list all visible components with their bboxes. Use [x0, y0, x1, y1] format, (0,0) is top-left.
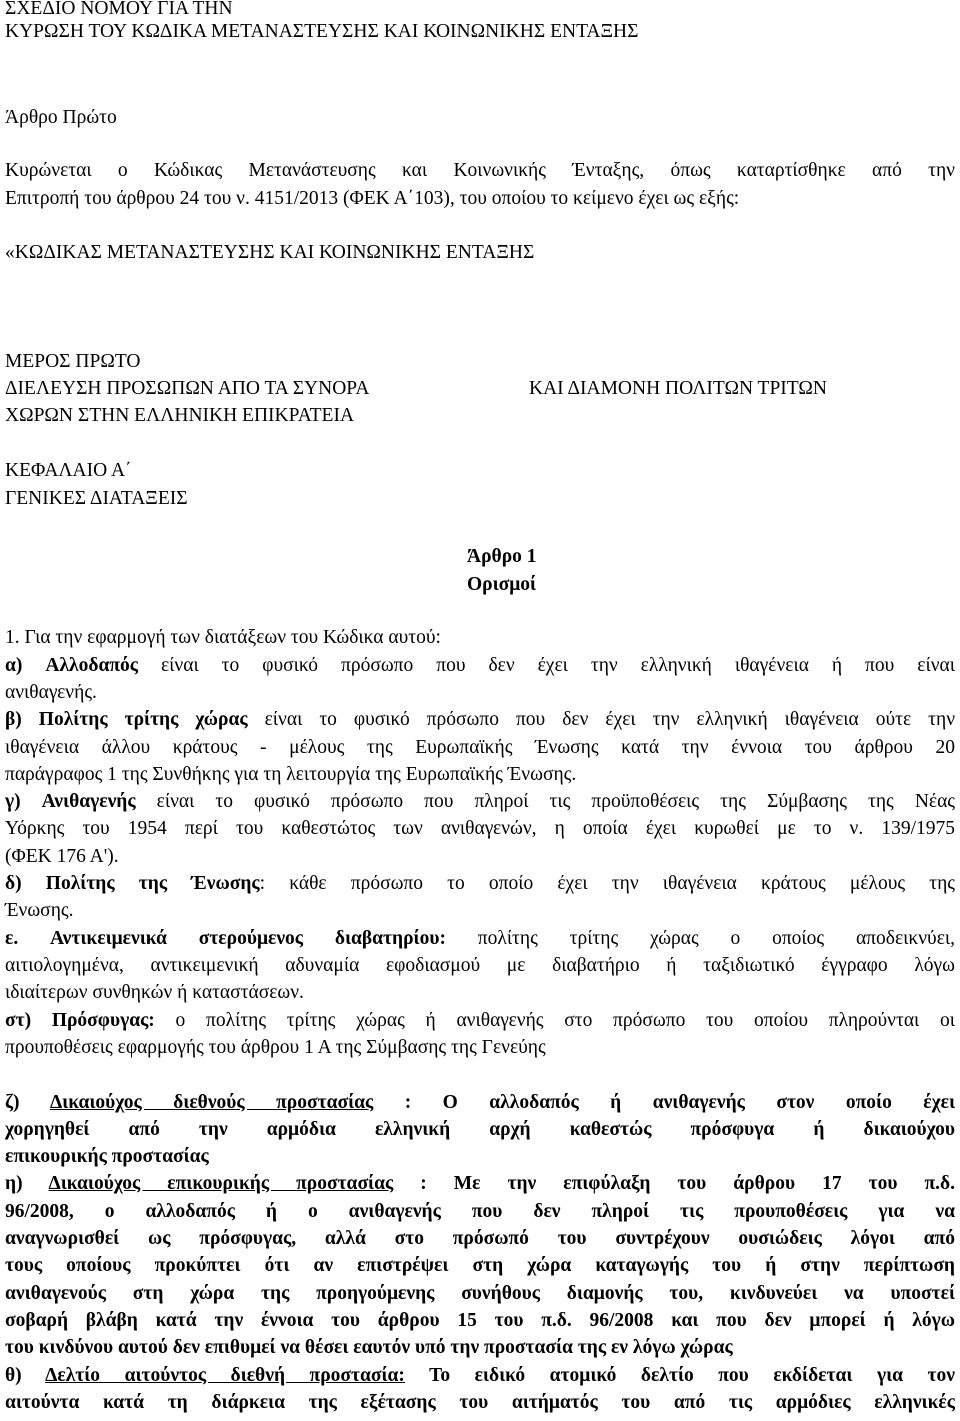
definition-e-line-1 [5, 928, 955, 950]
paragraph-line: Κυρώνεται ο Κώδικας Μετανάστευσης και Κοινωνικής Ένταξης, όπως καταρτίσθηκε από την [5, 160, 955, 181]
definition-term: Αλλοδαπός [45, 655, 139, 676]
definition-label: α) [5, 655, 23, 676]
definition-label: θ) [5, 1365, 22, 1386]
definition-text: πολίτης τρίτης χώρας ο οποίος αποδεικνύει, [477, 928, 956, 949]
definition-text: Το ειδικό ατομικό δελτίο που εκδίδεται για τον [429, 1365, 955, 1386]
definition-term: Δικαιούχος επικουρικής προστασίας [48, 1173, 394, 1194]
definition-term: Πολίτης της Ένωσης [45, 873, 260, 894]
part-title: ΜΕΡΟΣ ΠΡΩΤΟ [5, 351, 141, 372]
definition-h-line-2: 96/2008, ο αλλοδαπός ή ο ανιθαγενής που δεν πληροί τις προυποθέσεις για να [5, 1201, 955, 1222]
code-title: «ΚΩΔΙΚΑΣ ΜΕΤΑΝΑΣΤΕΥΣΗΣ ΚΑΙ ΚΟΙΝΩΝΙΚΗΣ ΕΝΤΑΞΗΣ [5, 242, 535, 263]
definition-label: ζ) [5, 1092, 20, 1113]
definition-a-line-2: ανιθαγενής. [5, 682, 97, 703]
definition-text: : κάθε πρόσωπο το οποίο έχει την ιθαγένεια κράτους μέλους της [259, 873, 956, 894]
definition-term: Πολίτης τρίτης χώρας [38, 709, 248, 730]
definition-text: : Ο αλλοδαπός ή ανιθαγενής στον οποίο έχει [404, 1092, 956, 1113]
definition-h-line-3: αναγνωρισθεί ως πρόσφυγας, αλλά στο πρόσωπό του συντρέχουν ουσιώδεις λόγοι από [5, 1228, 955, 1249]
part-subtitle-segment: ΚΑΙ ΔΙΑΜΟΝΗ ΠΟΛΙΤΩΝ ΤΡΙΤΩΝ [529, 378, 827, 399]
definition-text: είναι το φυσικό πρόσωπο που δεν έχει την ελληνική ιθαγένεια ούτε την [264, 709, 956, 730]
definition-st-line-1 [5, 1010, 955, 1032]
definition-h-line-5: ανιθαγενούς στη χώρα της προηγούμενης συνήθους διαμονής του, κινδυνεύει να υποστεί [5, 1283, 955, 1304]
definition-label: στ) [5, 1010, 32, 1031]
document-heading-line-1: ΣΧΕΔΙΟ ΝΟΜΟΥ ΓΙΑ ΤΗΝ [5, 0, 233, 19]
article-1-subtitle: Ορισμοί [467, 574, 537, 595]
definition-b-line-3: παράγραφος 1 της Συνθήκης για τη λειτουργία της Ευρωπαϊκής Ένωσης. [5, 764, 577, 785]
definition-term: Αντικειμενικά στερούμενος διαβατηρίου: [50, 928, 446, 949]
definition-b-line-2: ιθαγένεια άλλου κράτους - μέλους της Ευρωπαϊκής Ένωσης κατά την έννοια του άρθρου 20 [5, 737, 955, 758]
definition-b-line-1 [5, 709, 955, 731]
part-subtitle-line-1 [5, 378, 955, 400]
definition-z-line-1 [5, 1092, 955, 1114]
definition-h-line-7: του κινδύνου αυτού δεν επιθυμεί να θέσει εαυτόν υπό την προστασία της εν λόγω χώρας [5, 1337, 733, 1358]
definition-text: είναι το φυσικό πρόσωπο που πληροί τις προϋποθέσεις της Σύμβασης της Νέας [156, 791, 956, 812]
chapter-subtitle: ΓΕΝΙΚΕΣ ΔΙΑΤΑΞΕΙΣ [5, 488, 188, 509]
definition-d-line-1 [5, 873, 955, 895]
definition-label: δ) [5, 873, 22, 894]
definition-label: γ) [5, 791, 21, 812]
definition-term: Πρόσφυγας: [51, 1010, 155, 1031]
definition-term: Ανιθαγενής [41, 791, 136, 812]
definition-h-line-4: τους οποίους προκύπτει ότι αν επιστρέψει στη χώρα καταγωγής του ή στην περίπτωση [5, 1255, 955, 1276]
definition-h-line-6: σοβαρή βλάβη κατά την έννοια του άρθρου 15 του π.δ. 96/2008 και που δεν μπορεί ή λόγω [5, 1310, 955, 1331]
article-first-title: Άρθρο Πρώτο [5, 107, 117, 128]
part-subtitle-line-2: ΧΩΡΩΝ ΣΤΗΝ ΕΛΛΗΝΙΚΗ ΕΠΙΚΡΑΤΕΙΑ [5, 405, 355, 426]
definition-c-line-2: Υόρκης του 1954 περί του καθεστώτος των ανιθαγενών, η οποία έχει κυρωθεί με το ν. 139/1975 [5, 818, 955, 839]
definition-h-line-1 [5, 1173, 955, 1195]
part-subtitle-segment: ΔΙΕΛΕΥΣΗ ΠΡΟΣΩΠΩΝ ΑΠΟ ΤΑ ΣΥΝΟΡΑ [5, 378, 370, 399]
definition-st-line-2: προυποθέσεις εφαρμογής του άρθρου 1 Α της Σύμβασης της Γενεύης [5, 1037, 546, 1058]
definition-c-line-3: (ΦΕΚ 176 Α'). [5, 846, 119, 867]
definition-text: ο πολίτης τρίτης χώρας ή ανιθαγενής στο πρόσωπο του οποίου πληρούνται οι [175, 1010, 956, 1031]
definition-e-line-3: ιδιαίτερων συνθηκών ή καταστάσεων. [5, 982, 304, 1003]
definition-term: Δελτίο αιτούντος διεθνή προστασία: [45, 1365, 405, 1386]
definition-term: Δικαιούχος διεθνούς προστασίας [49, 1092, 374, 1113]
definition-d-line-2: Ένωσης. [5, 900, 74, 921]
definition-z-line-3: επικουρικής προστασίας [5, 1146, 209, 1167]
definition-a-line-1 [5, 655, 955, 677]
definition-label: β) [5, 709, 22, 730]
definition-z-line-2: χορηγηθεί από την αρμόδια ελληνική αρχή καθεστώς πρόσφυγα ή δικαιούχου [5, 1119, 955, 1140]
definition-th-line-2: αιτούντα κατά τη διάρκεια της εξέτασης του αιτήματός του από τις αρμόδιες ελληνικές [5, 1392, 955, 1413]
paragraph-line: Επιτροπή του άρθρου 24 του ν. 4151/2013 (ΦΕΚ Α΄103), του οποίου το κείμενο έχει ως εξής: [5, 188, 740, 209]
definition-text: : Με την επιφύλαξη του άρθρου 17 του π.δ. [420, 1173, 956, 1194]
definition-th-line-1 [5, 1365, 955, 1387]
article-1-title: Άρθρο 1 [467, 546, 537, 567]
definition-c-line-1 [5, 791, 955, 813]
document-heading-line-2: ΚΥΡΩΣΗ ΤΟΥ ΚΩΔΙΚΑ ΜΕΤΑΝΑΣΤΕΥΣΗΣ ΚΑΙ ΚΟΙΝΩΝΙΚΗΣ ΕΝΤΑΞΗΣ [5, 21, 639, 42]
definition-e-line-2: αιτιολογημένα, αντικειμενική αδυναμία εφοδιασμού με διαβατήριο ή ταξιδιωτικό έγγραφο λόγω [5, 955, 955, 976]
definition-label: ε. [5, 928, 19, 949]
chapter-title: ΚΕΦΑΛΑΙΟ Α΄ [5, 460, 132, 481]
definition-text: είναι το φυσικό πρόσωπο που δεν έχει την ελληνική ιθαγένεια ή που είναι [160, 655, 955, 676]
definition-label: η) [5, 1173, 23, 1194]
definitions-intro: 1. Για την εφαρμογή των διατάξεων του Κώδικα αυτού: [5, 627, 441, 648]
